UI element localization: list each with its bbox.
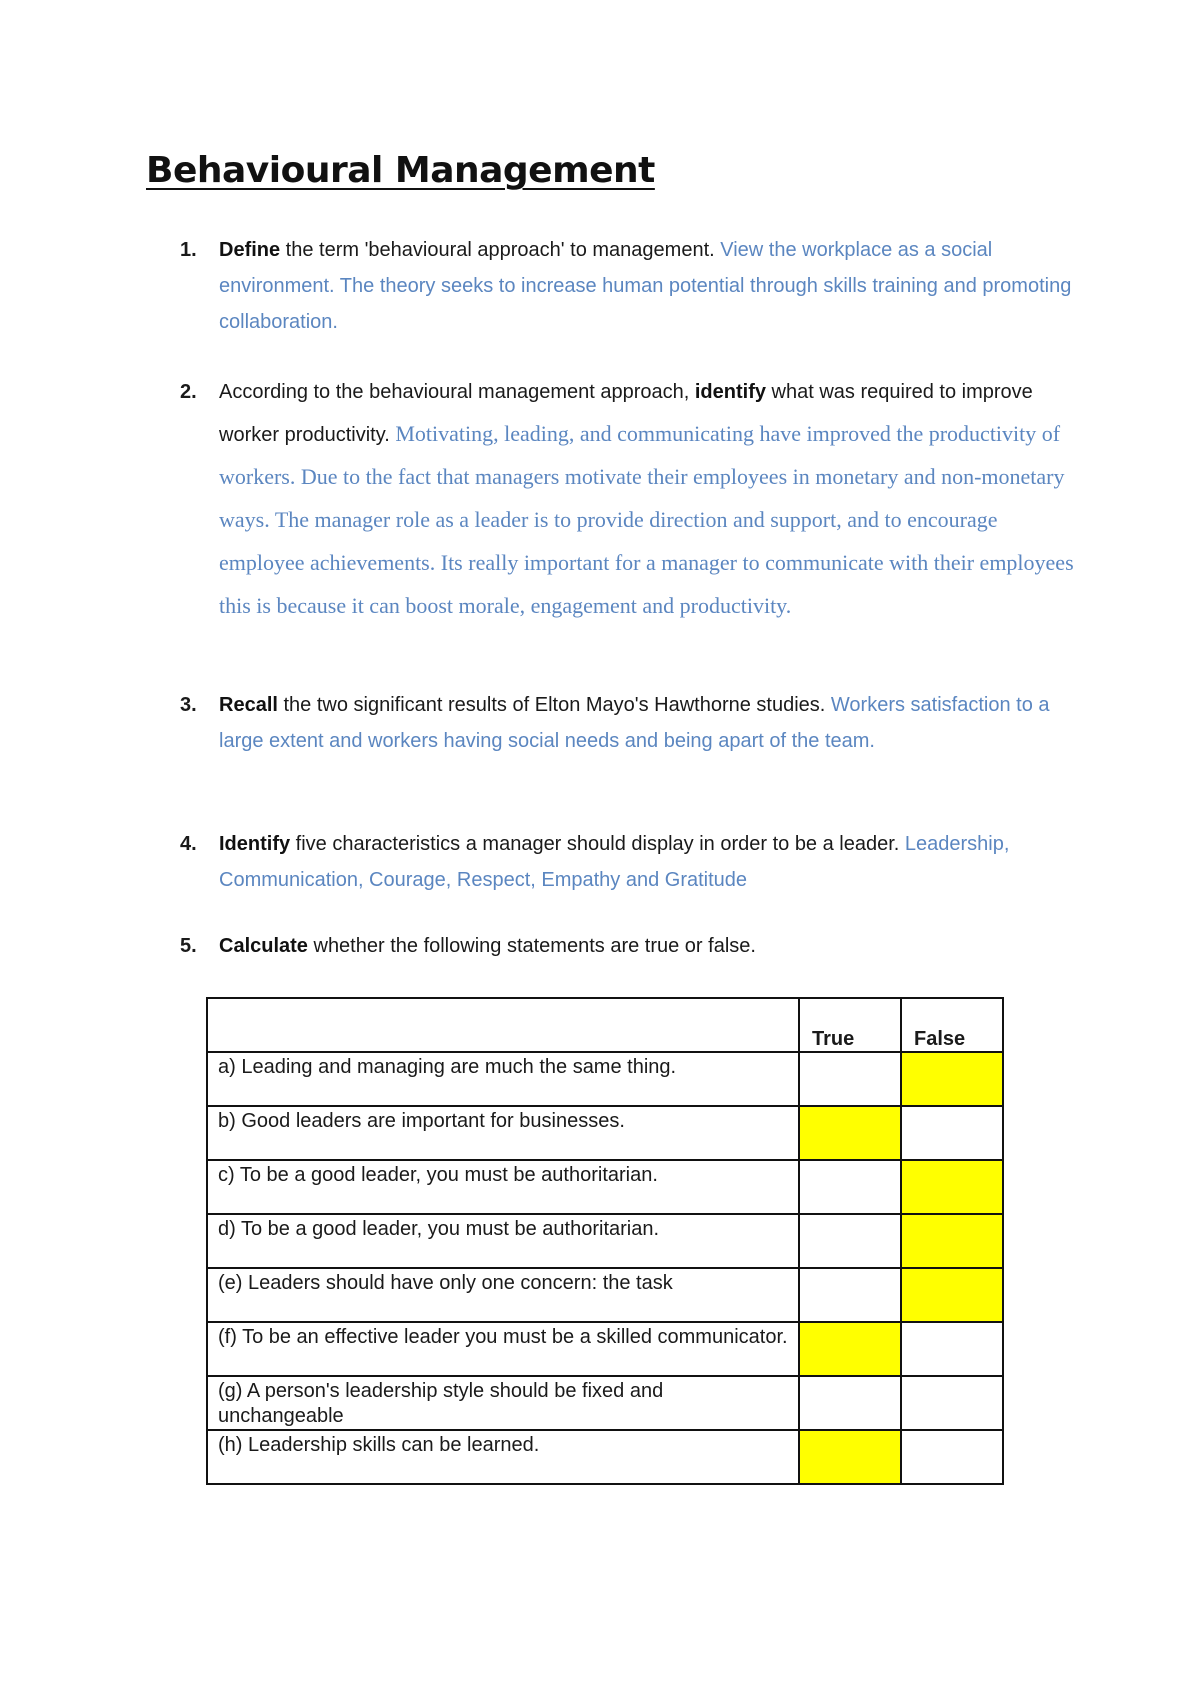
statement-cell: (g) A person's leadership style should be fixed and unchangeable [207, 1376, 799, 1430]
question-keyword: Define [219, 239, 281, 261]
statement-cell: (h) Leadership skills can be learned. [207, 1430, 799, 1484]
statement-cell: c) To be a good leader, you must be authoritarian. [207, 1160, 799, 1214]
question-answer: View the workplace as a social environment. The theory seeks to increase human potential through skills training and promoting collaboration. [219, 239, 1072, 333]
question-number: 4. [180, 833, 197, 855]
header-false: False [901, 998, 1003, 1052]
question-prompt: the term 'behavioural approach' to management. [280, 239, 721, 261]
question-keyword: Calculate [219, 935, 308, 957]
question-2 [180, 371, 1080, 628]
true-false-table [206, 997, 1004, 1485]
table-row [207, 1430, 1003, 1484]
true-cell[interactable] [799, 1160, 901, 1214]
true-cell[interactable] [799, 1322, 901, 1376]
table-row [207, 1214, 1003, 1268]
false-cell[interactable] [901, 1052, 1003, 1106]
question-keyword: identify [694, 381, 766, 403]
table-row [207, 1160, 1003, 1214]
false-cell[interactable] [901, 1430, 1003, 1484]
true-cell[interactable] [799, 1106, 901, 1160]
table-header-row [207, 998, 1003, 1052]
false-cell[interactable] [901, 1214, 1003, 1268]
table-row [207, 1322, 1003, 1376]
false-cell[interactable] [901, 1376, 1003, 1430]
statement-cell: b) Good leaders are important for businesses. [207, 1106, 799, 1160]
question-1 [180, 232, 1080, 340]
question-prefix: According to the behavioural management approach, [219, 381, 695, 403]
true-cell[interactable] [799, 1430, 901, 1484]
question-5 [180, 928, 1080, 964]
table-row [207, 1268, 1003, 1322]
question-4 [180, 826, 1080, 898]
header-true: True [799, 998, 901, 1052]
question-answer: Leadership, Communication, Courage, Respect, Empathy and Gratitude [219, 833, 1010, 891]
question-prompt: five characteristics a manager should display in order to be a leader. [290, 833, 905, 855]
false-cell[interactable] [901, 1322, 1003, 1376]
header-blank-cell [207, 998, 799, 1052]
true-cell[interactable] [799, 1214, 901, 1268]
true-cell[interactable] [799, 1268, 901, 1322]
true-cell[interactable] [799, 1376, 901, 1430]
question-number: 3. [180, 694, 197, 716]
false-cell[interactable] [901, 1106, 1003, 1160]
table-row [207, 1106, 1003, 1160]
question-prompt: the two significant results of Elton Mayo's Hawthorne studies. [277, 694, 831, 716]
question-number: 2. [180, 381, 197, 403]
question-3 [180, 687, 1080, 759]
true-cell[interactable] [799, 1052, 901, 1106]
table-row [207, 1376, 1003, 1430]
question-prompt: what was required to improve worker productivity. [219, 381, 1033, 446]
statement-cell: d) To be a good leader, you must be authoritarian. [207, 1214, 799, 1268]
question-number: 5. [180, 935, 197, 957]
page-title: Behavioural Management [146, 150, 655, 191]
question-answer: Workers satisfaction to a large extent and workers having social needs and being apart of the team. [219, 694, 1050, 752]
question-number: 1. [180, 239, 197, 261]
question-keyword: Identify [219, 833, 291, 855]
statement-cell: a) Leading and managing are much the same thing. [207, 1052, 799, 1106]
statement-cell: (f) To be an effective leader you must be a skilled communicator. [207, 1322, 799, 1376]
false-cell[interactable] [901, 1268, 1003, 1322]
question-answer: Motivating, leading, and communicating have improved the productivity of workers. Due to the fact that managers motivate their employees in monetary and non-monetary ways. The manager role as a leader is to provide direction and support, and to encourage employee achievements. Its really important for a manager to communicate with their employees this is because it can boost morale, engagement and productivity. [219, 421, 1074, 618]
question-prompt: whether the following statements are true or false. [307, 935, 756, 957]
false-cell[interactable] [901, 1160, 1003, 1214]
table-row [207, 1052, 1003, 1106]
statement-cell: (e) Leaders should have only one concern: the task [207, 1268, 799, 1322]
question-keyword: Recall [219, 694, 278, 716]
